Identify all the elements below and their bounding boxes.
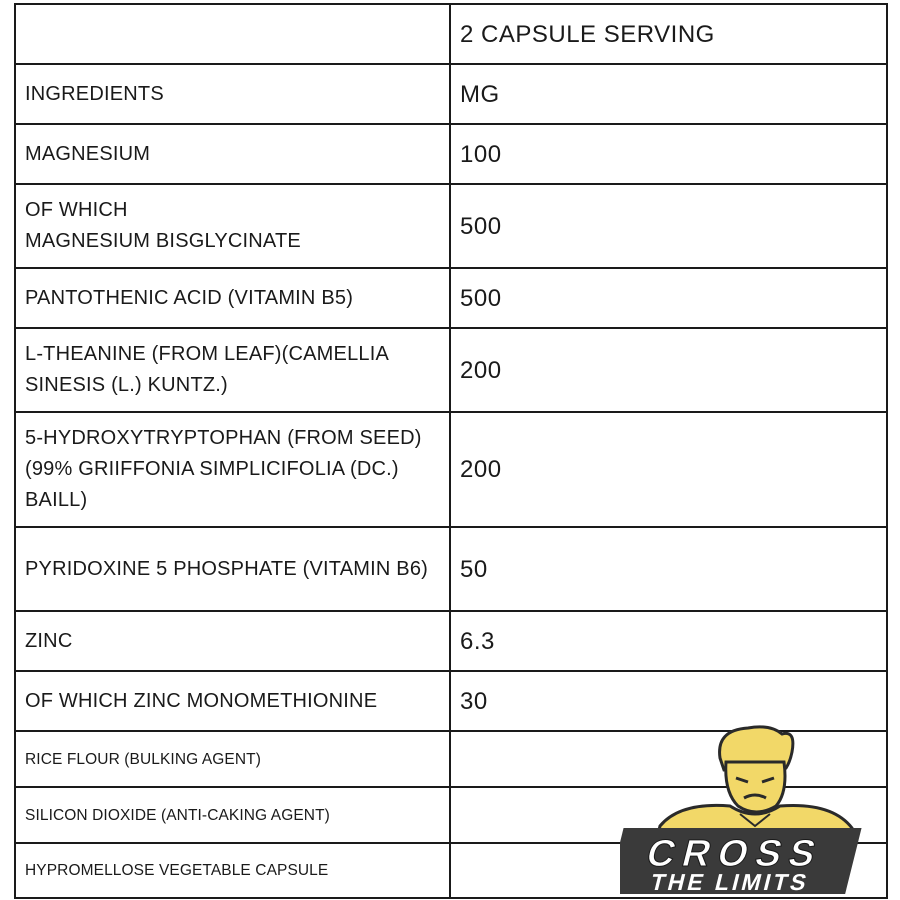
table-row [15, 268, 887, 328]
logo-text-line2: THE LIMITS [648, 869, 813, 895]
ingredient-amount: MG [450, 64, 887, 124]
ingredient-name: L-THEANINE (FROM LEAF)(CAMELLIA SINESIS (L.) KUNTZ.) [15, 328, 450, 412]
logo-text-line1: CROSS [642, 832, 829, 875]
ingredient-amount: 100 [450, 124, 887, 184]
ingredient-name: 5-HYDROXYTRYPTOPHAN (FROM SEED)(99% GRIIFFONIA SIMPLICIFOLIA (DC.) BAILL) [15, 412, 450, 527]
ingredient-amount: 500 [450, 268, 887, 328]
ingredient-name: MAGNESIUM [15, 124, 450, 184]
table-row [15, 64, 887, 124]
header-serving-cell: 2 CAPSULE SERVING [450, 4, 887, 64]
header-row [15, 4, 887, 64]
table-row [15, 184, 887, 268]
table-row [15, 611, 887, 671]
table-row [15, 328, 887, 412]
ingredient-amount: 6.3 [450, 611, 887, 671]
ingredient-name: OF WHICH MAGNESIUM BISGLYCINATE [15, 184, 450, 268]
ingredient-amount: 200 [450, 328, 887, 412]
ingredient-amount: 30 [450, 671, 887, 731]
ingredient-amount: 200 [450, 412, 887, 527]
ingredient-name: HYPROMELLOSE VEGETABLE CAPSULE [15, 843, 450, 898]
ingredient-name: INGREDIENTS [15, 64, 450, 124]
ingredient-name: ZINC [15, 611, 450, 671]
cross-the-limits-logo [620, 722, 888, 898]
ingredient-name: PYRIDOXINE 5 PHOSPHATE (VITAMIN B6) [15, 527, 450, 611]
ingredient-name: RICE FLOUR (BULKING AGENT) [15, 731, 450, 787]
table-row [15, 412, 887, 527]
header-ingredient-cell [15, 4, 450, 64]
logo-face [726, 762, 785, 812]
ingredient-amount: 50 [450, 527, 887, 611]
table-row [15, 527, 887, 611]
ingredient-amount: 500 [450, 184, 887, 268]
ingredient-name: SILICON DIOXIDE (ANTI-CAKING AGENT) [15, 787, 450, 843]
ingredient-name: OF WHICH ZINC MONOMETHIONINE [15, 671, 450, 731]
ingredient-name: PANTOTHENIC ACID (VITAMIN B5) [15, 268, 450, 328]
table-row [15, 124, 887, 184]
